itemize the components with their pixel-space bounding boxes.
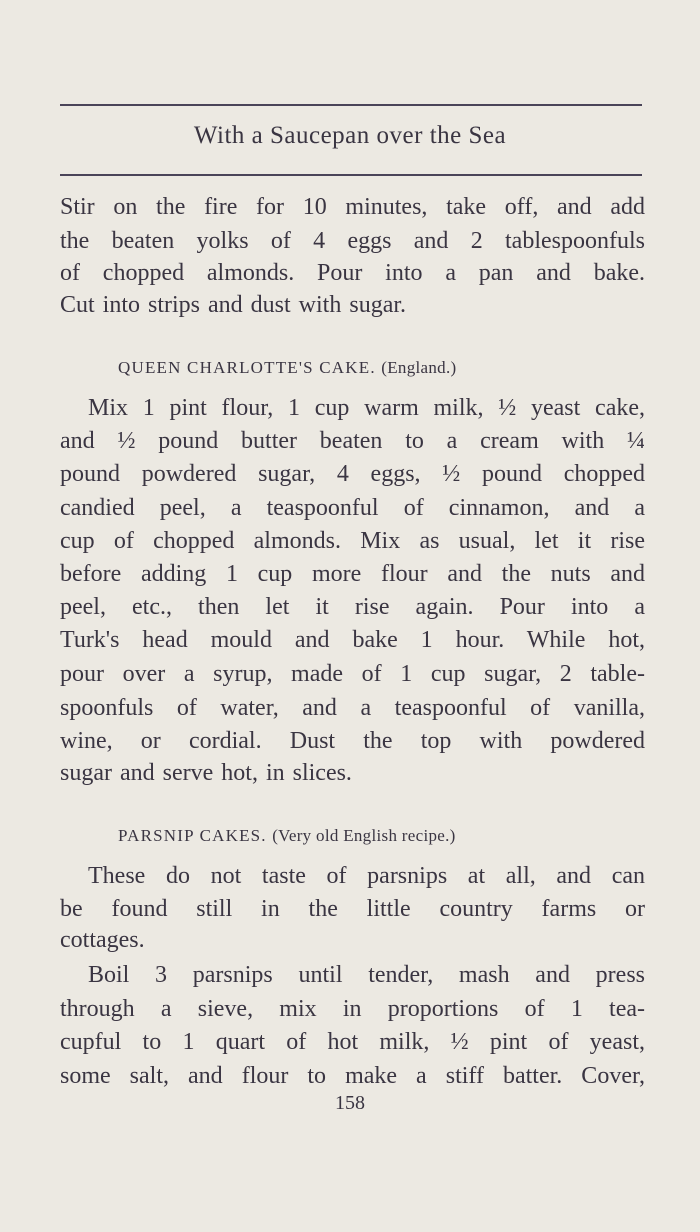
text-line: the beaten yolks of 4 eggs and 2 tablespoonfuls bbox=[60, 228, 645, 254]
text-line: pour over a syrup, made of 1 cup sugar, 2 table- bbox=[60, 661, 645, 687]
header-rule-top bbox=[60, 104, 642, 106]
recipe-heading bbox=[118, 358, 456, 378]
running-header: With a Saucepan over the Sea bbox=[193, 122, 507, 149]
text-line: candied peel, a teaspoonful of cinnamon, and a bbox=[60, 495, 645, 521]
text-line: sugar and serve hot, in slices. bbox=[60, 760, 352, 786]
text-line: pound powdered sugar, 4 eggs, ½ pound chopped bbox=[60, 461, 645, 487]
page-number: 158 bbox=[335, 1092, 365, 1114]
recipe-title: QUEEN CHARLOTTE'S CAKE. bbox=[118, 358, 376, 377]
text-line: through a sieve, mix in proportions of 1 tea- bbox=[60, 996, 645, 1022]
recipe-heading bbox=[118, 826, 456, 846]
text-line: Boil 3 parsnips until tender, mash and press bbox=[88, 962, 645, 988]
recipe-origin: (England.) bbox=[381, 358, 457, 377]
text-line: some salt, and flour to make a stiff batter. Cover, bbox=[60, 1063, 645, 1089]
text-line: before adding 1 cup more flour and the nuts and bbox=[60, 561, 645, 587]
text-line: cup of chopped almonds. Mix as usual, let it rise bbox=[60, 528, 645, 554]
text-line: of chopped almonds. Pour into a pan and bake. bbox=[60, 260, 645, 286]
header-rule-bottom bbox=[60, 174, 642, 176]
text-line: Mix 1 pint flour, 1 cup warm milk, ½ yeast cake, bbox=[88, 395, 645, 421]
text-line: Stir on the fire for 10 minutes, take off, and add bbox=[60, 194, 645, 220]
text-line: peel, etc., then let it rise again. Pour into a bbox=[60, 594, 645, 620]
text-line: cottages. bbox=[60, 927, 145, 953]
text-line: wine, or cordial. Dust the top with powdered bbox=[60, 728, 645, 754]
text-line: cupful to 1 quart of hot milk, ½ pint of yeast, bbox=[60, 1029, 645, 1055]
text-line: These do not taste of parsnips at all, and can bbox=[88, 863, 645, 889]
text-line: Cut into strips and dust with sugar. bbox=[60, 292, 407, 318]
text-line: spoonfuls of water, and a teaspoonful of vanilla, bbox=[60, 695, 645, 721]
recipe-title: PARSNIP CAKES. bbox=[118, 826, 267, 845]
text-line: be found still in the little country farms or bbox=[60, 896, 645, 922]
text-line: and ½ pound butter beaten to a cream with ¼ bbox=[60, 428, 645, 454]
text-line: Turk's head mould and bake 1 hour. While hot, bbox=[60, 627, 645, 653]
recipe-origin: (Very old English recipe.) bbox=[272, 826, 456, 845]
